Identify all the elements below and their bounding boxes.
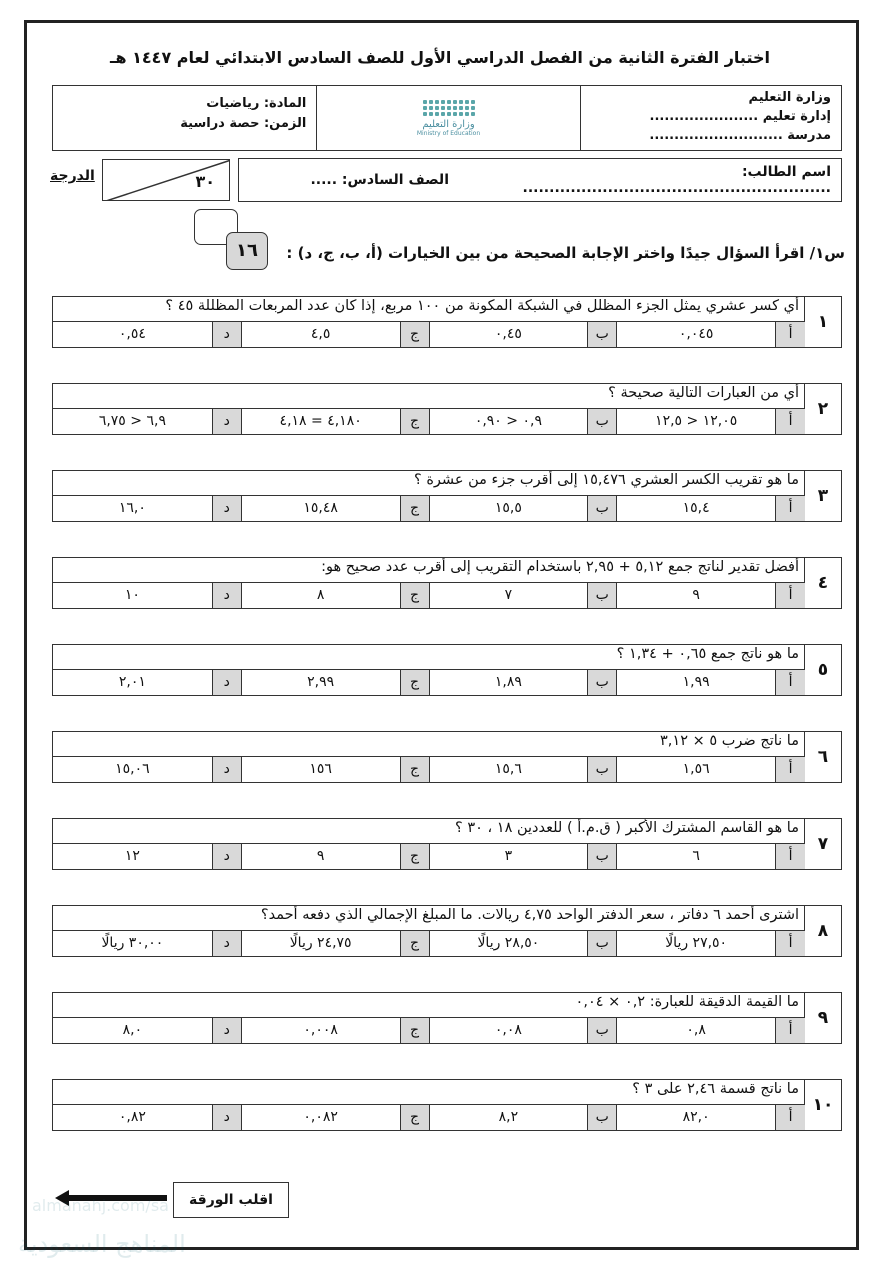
student-name-field[interactable]: اسم الطالب: ..........................................................	[522, 164, 831, 196]
option-value[interactable]: ٢,٩٩	[307, 674, 335, 690]
option-letter[interactable]: د	[212, 1018, 242, 1043]
header-ministry-cell	[580, 86, 841, 150]
watermark	[18, 1190, 258, 1270]
option-value[interactable]: ٠,٩ < ٠,٩٠	[474, 413, 542, 429]
question-item	[52, 905, 842, 957]
option-letter[interactable]: أ	[775, 1105, 805, 1130]
option-letter[interactable]: ج	[400, 322, 430, 347]
subject-label: المادة: رياضيات	[206, 96, 307, 111]
option-value[interactable]: ٠,٠٤٥	[678, 326, 714, 342]
exam-title: اختبار الفترة الثانية من الفصل الدراسي الأول للصف السادس الابتدائي لعام ١٤٤٧ هـ	[110, 48, 770, 67]
option-letter[interactable]: ج	[400, 844, 430, 869]
option-letter[interactable]: د	[212, 583, 242, 608]
option-letter[interactable]: ج	[400, 757, 430, 782]
time-label: الزمن: حصة دراسية	[180, 116, 307, 131]
option-letter[interactable]: أ	[775, 931, 805, 956]
option-letter[interactable]: أ	[775, 670, 805, 695]
flip-page-label: اقلب الورقة	[173, 1182, 289, 1218]
option-letter[interactable]: ب	[587, 583, 617, 608]
option-letter[interactable]: أ	[775, 322, 805, 347]
option-value[interactable]: ١٢,٠٥ < ١٢,٥	[655, 413, 738, 429]
option-value[interactable]: ٧	[504, 587, 513, 603]
option-value[interactable]: ٣	[504, 848, 513, 864]
option-value[interactable]: ١٥,٤٨	[303, 500, 338, 516]
option-value[interactable]: ٦	[692, 848, 700, 864]
option-letter[interactable]: ب	[587, 322, 617, 347]
question-item	[52, 470, 842, 522]
option-letter[interactable]: د	[212, 670, 242, 695]
question-text: أي كسر عشري يمثل الجزء المظلل في الشبكة المكونة من ١٠٠ مربع، إذا كان عدد المربعات المظللة ٤٥ ؟	[52, 296, 805, 322]
option-value[interactable]: ١٥,٠٦	[115, 761, 150, 777]
question-item	[52, 731, 842, 783]
question-text: اشترى أحمد ٦ دفاتر ، سعر الدفتر الواحد ٤,٧٥ ريالات. ما المبلغ الإجمالي الذي دفعه أحمد؟	[52, 905, 805, 931]
option-letter[interactable]: ب	[587, 496, 617, 521]
option-letter[interactable]: د	[212, 757, 242, 782]
option-value[interactable]: ١٥,٥	[494, 500, 522, 516]
option-value[interactable]: ١,٥٦	[682, 761, 710, 777]
answer-options	[52, 844, 805, 870]
question-number: ٤	[804, 557, 842, 609]
option-value[interactable]: ٨٢,٠	[682, 1109, 710, 1125]
option-value[interactable]: ٢٤,٧٥ ريالًا	[289, 935, 352, 951]
option-value[interactable]: ١٠	[124, 587, 140, 603]
ministry-logo-icon	[423, 100, 475, 116]
question-item	[52, 644, 842, 696]
question-score-box: ١٦	[226, 232, 268, 270]
answer-options	[52, 1105, 805, 1131]
option-letter[interactable]: د	[212, 409, 242, 434]
question-number: ٣	[804, 470, 842, 522]
option-value[interactable]: ١,٩٩	[682, 674, 710, 690]
watermark-url: almanahj.com/sa	[32, 1196, 169, 1215]
option-letter[interactable]: ب	[587, 757, 617, 782]
answer-options	[52, 409, 805, 435]
option-value[interactable]: ٠,٠٨٢	[303, 1109, 338, 1125]
option-value[interactable]: ٨,٠	[122, 1022, 143, 1038]
question-text: أفضل تقدير لناتج جمع ٥,١٢ + ٢,٩٥ باستخدام التقريب إلى أقرب عدد صحيح هو:	[52, 557, 805, 583]
school-field: مدرسة ...........................	[649, 128, 831, 143]
option-letter[interactable]: أ	[775, 496, 805, 521]
question-number: ٧	[804, 818, 842, 870]
answer-options	[52, 670, 805, 696]
ministry-label: وزارة التعليم	[748, 90, 831, 105]
question-item	[52, 383, 842, 435]
option-letter[interactable]: ج	[400, 583, 430, 608]
option-value[interactable]: ٠,٨٢	[118, 1109, 146, 1125]
option-value[interactable]: ١٥,٤	[682, 500, 710, 516]
option-letter[interactable]: ب	[587, 931, 617, 956]
option-letter[interactable]: ج	[400, 1105, 430, 1130]
question-item	[52, 557, 842, 609]
option-letter[interactable]: ب	[587, 1018, 617, 1043]
option-value[interactable]: ٨	[316, 587, 325, 603]
question-number: ٥	[804, 644, 842, 696]
option-value[interactable]: ٨,٢	[498, 1109, 519, 1125]
question-item	[52, 1079, 842, 1131]
grade-label: الدرجة	[50, 168, 95, 184]
page-border	[24, 20, 859, 1250]
option-value[interactable]: ٠,٥٤	[118, 326, 146, 342]
option-letter[interactable]: ج	[400, 1018, 430, 1043]
option-letter[interactable]: ج	[400, 670, 430, 695]
option-value[interactable]: ١,٨٩	[494, 674, 522, 690]
option-letter[interactable]: ب	[587, 844, 617, 869]
option-letter[interactable]: ج	[400, 409, 430, 434]
option-value[interactable]: ٠,٠٠٨	[303, 1022, 338, 1038]
watermark-text: المناهج السعودية	[18, 1230, 186, 1258]
header-box	[52, 85, 842, 151]
header-logo-cell	[316, 86, 579, 150]
header-subject-cell	[53, 86, 316, 150]
option-letter[interactable]: ب	[587, 670, 617, 695]
option-value[interactable]: ١٢	[124, 848, 140, 864]
option-letter[interactable]: ج	[400, 496, 430, 521]
question-text: ما القيمة الدقيقة للعبارة: ٠,٢ × ٠,٠٤	[52, 992, 805, 1018]
question-number: ٦	[804, 731, 842, 783]
option-value[interactable]: ٣٠,٠٠ ريالًا	[101, 935, 164, 951]
question-item	[52, 818, 842, 870]
question-text: ما ناتج قسمة ٢,٤٦ على ٣ ؟	[52, 1079, 805, 1105]
answer-options	[52, 757, 805, 783]
option-value[interactable]: ٩	[316, 848, 325, 864]
option-value[interactable]: ٠,٤٥	[494, 326, 522, 342]
option-letter[interactable]: ب	[587, 1105, 617, 1130]
option-value[interactable]: ٠,٠٨	[494, 1022, 522, 1038]
question-number: ٢	[804, 383, 842, 435]
option-value[interactable]: ٦,٩ < ٦,٧٥	[98, 413, 166, 429]
option-letter[interactable]: ب	[587, 409, 617, 434]
question-item	[52, 992, 842, 1044]
question-text: ما ناتج ضرب ٥ × ٣,١٢	[52, 731, 805, 757]
option-letter[interactable]: أ	[775, 1018, 805, 1043]
answer-options	[52, 496, 805, 522]
option-letter[interactable]: أ	[775, 844, 805, 869]
option-letter[interactable]: أ	[775, 757, 805, 782]
grade-total: ٣٠	[195, 172, 215, 191]
logo-text: وزارة التعليم	[422, 118, 475, 130]
option-value[interactable]: ٢٧,٥٠ ريالًا	[665, 935, 728, 951]
option-value[interactable]: ٠,٨	[686, 1022, 706, 1038]
answer-options	[52, 1018, 805, 1044]
option-value[interactable]: ٤,٥	[310, 326, 331, 342]
answer-options	[52, 322, 805, 348]
option-letter[interactable]: د	[212, 1105, 242, 1130]
option-letter[interactable]: د	[212, 322, 242, 347]
grade-box	[102, 159, 230, 201]
option-value[interactable]: ٢٨,٥٠ ريالًا	[477, 935, 540, 951]
option-letter[interactable]: أ	[775, 409, 805, 434]
option-letter[interactable]: د	[212, 931, 242, 956]
question-text: ما هو ناتج جمع ٠,٦٥ + ١,٣٤ ؟	[52, 644, 805, 670]
option-value[interactable]: ٤,١٨٠ = ٤,١٨	[279, 413, 362, 429]
option-letter[interactable]: ج	[400, 931, 430, 956]
option-letter[interactable]: د	[212, 844, 242, 869]
answer-options	[52, 931, 805, 957]
option-value[interactable]: ١٥,٦	[494, 761, 522, 777]
option-letter[interactable]: د	[212, 496, 242, 521]
answer-options	[52, 583, 805, 609]
question-text: ما هو القاسم المشترك الأكبر ( ق.م.أ ) للعددين ١٨ ، ٣٠ ؟	[52, 818, 805, 844]
education-admin-field: إدارة تعليم ......................	[649, 109, 831, 124]
question-number: ٩	[804, 992, 842, 1044]
question-text: ما هو تقريب الكسر العشري ١٥,٤٧٦ إلى أقرب جزء من عشرة ؟	[52, 470, 805, 496]
question-item	[52, 296, 842, 348]
question-instruction: س١/ اقرأ السؤال جيدًا واختر الإجابة الصحيحة من بين الخيارات (أ، ب، ج، د) :	[286, 244, 845, 262]
question-text: أي من العبارات التالية صحيحة ؟	[52, 383, 805, 409]
student-info-box	[238, 158, 842, 202]
option-value[interactable]: ٩	[692, 587, 700, 603]
option-letter[interactable]: أ	[775, 583, 805, 608]
question-number: ١	[804, 296, 842, 348]
option-value[interactable]: ١٥٦	[309, 761, 332, 777]
option-value[interactable]: ٢,٠١	[118, 674, 146, 690]
question-number: ١٠	[804, 1079, 842, 1131]
option-value[interactable]: ١٦,٠	[118, 500, 146, 516]
student-class-field[interactable]: الصف السادس: .....	[310, 172, 449, 188]
question-number: ٨	[804, 905, 842, 957]
logo-subtext: Ministry of Education	[416, 129, 481, 137]
